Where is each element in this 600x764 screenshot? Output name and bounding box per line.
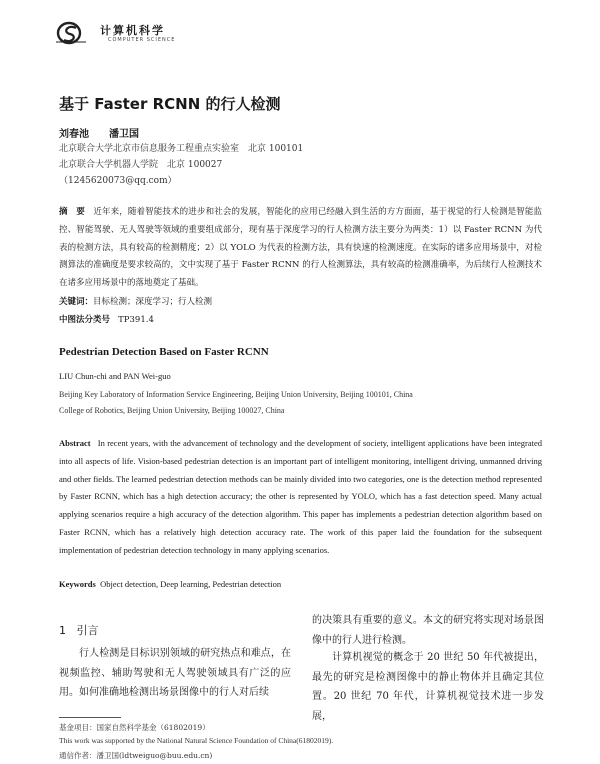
abstract-en-label: Abstract — [59, 438, 91, 448]
abstract-cn — [59, 204, 542, 293]
paper-title-en: Pedestrian Detection Based on Faster RCNN — [59, 346, 269, 358]
footnote-divider — [59, 717, 121, 718]
clc-number — [59, 313, 154, 325]
section-title: 引言 — [76, 624, 99, 637]
keywords-en-text: Object detection, Deep learning, Pedestrian detection — [100, 579, 282, 589]
keywords-cn-text: 目标检测；深度学习；行人检测 — [93, 297, 213, 307]
clc-value: TP391.4 — [118, 315, 154, 325]
author-email: （1245620073@qq.com） — [59, 176, 177, 186]
keywords-cn-label: 关键词： — [59, 297, 94, 307]
affiliation-en-1: Beijing Key Laboratory of Information Service Engineering, Beijing Union University, Beijing 100101, China — [59, 390, 413, 399]
abstract-cn-text: 近年来，随着智能技术的进步和社会的发展，智能化的应用已经融入到生活的方方面面，基于视觉的行人检测是智能监控、智能驾驶、无人驾驶等领域的重要组成部分，现有基于深度学习的行人检测方法主要分为两类：1）以 Faster RCNN 为代表的检测方法，具有较高的检测精度；2）以 YOLO 为代表的检测方法，具有快速的检测速度。在实际的诸多应用场景中，对检测算法的准确度是要求较高的，文中实现了基于 Faster RCNN 的行人检测算法，具有较高的检测准确率，为后续行人检测技术在诸多应用场景中的落地奠定了基础。 — [59, 207, 542, 289]
abstract-en — [59, 435, 542, 560]
affiliation-en-2: College of Robotics, Beijing Union University, Beijing 100027, China — [59, 406, 285, 415]
body-right-paragraph-1: 的决策具有重要的意义。本文的研究将实现对场景图像中的行人进行检测。 — [312, 615, 544, 646]
journal-logo — [56, 20, 86, 46]
authors-cn: 刘春池 潘卫国 — [59, 129, 139, 140]
journal-name: 计算机科学 — [100, 24, 165, 37]
clc-label: 中图法分类号 — [59, 315, 111, 325]
abstract-en-text: In recent years, with the advancement of technology and the development of society, intelligent applications have been integrated into all aspects of life. Vision-based pedestrian detection is an important part of intelligent monitoring, intelligent driving, unmanned driving and other fields. The learned pedestrian detection methods can be mainly divided into two categories, one is the detection method represented by Faster RCNN, which has a high detection accuracy; the other is represented by YOLO, which has a fast detection speed. Many actual applying scenarios require a high accuracy of the detection algorithm. This paper has implements a pedestrian detection algorithm based on Faster RCNN, which has a relatively high detection accuracy rate. The work of this paper laid the foundation for the subsequent implementation of pedestrian detection technology in many applying scenarios. — [59, 438, 543, 555]
abstract-cn-label: 摘 要 — [59, 207, 85, 217]
keywords-cn — [59, 295, 212, 307]
affiliation-cn-2: 北京联合大学机器人学院 北京 100027 — [59, 160, 223, 170]
keywords-en-label: Keywords — [59, 579, 96, 589]
journal-subtitle: COMPUTER SCIENCE — [108, 37, 176, 43]
body-right-paragraph-2: 计算机视觉的概念于 20 世纪 50 年代被提出，最先的研究是检测图像中的静止物体并且确定其位置。20 世纪 70 年代，计算机视觉技术进一步发展， — [312, 652, 544, 722]
paper-title-cn: 基于 Faster RCNN 的行人检测 — [59, 95, 281, 113]
footnote-funding-cn: 基金项目：国家自然科学基金（61802019） — [59, 723, 210, 732]
footnote-funding-en: This work was supported by the National Natural Science Foundation of China(61802019). — [59, 736, 334, 745]
affiliation-cn-1: 北京联合大学北京市信息服务工程重点实验室 北京 100101 — [59, 144, 304, 154]
keywords-en — [59, 579, 281, 589]
authors-en: LIU Chun-chi and PAN Wei-guo — [59, 371, 171, 381]
section-heading — [59, 622, 99, 638]
section-number: 1 — [59, 624, 66, 637]
body-left-column: 行人检测是目标识别领域的研究热点和难点，在视频监控、辅助驾驶和无人驾驶领域具有广泛的应用。如何准确地检测出场景图像中的行人对后续 — [59, 648, 291, 698]
footnote-corresponding-author: 通信作者：潘卫国(ldtweiguo@buu.edu.cn) — [59, 751, 213, 760]
